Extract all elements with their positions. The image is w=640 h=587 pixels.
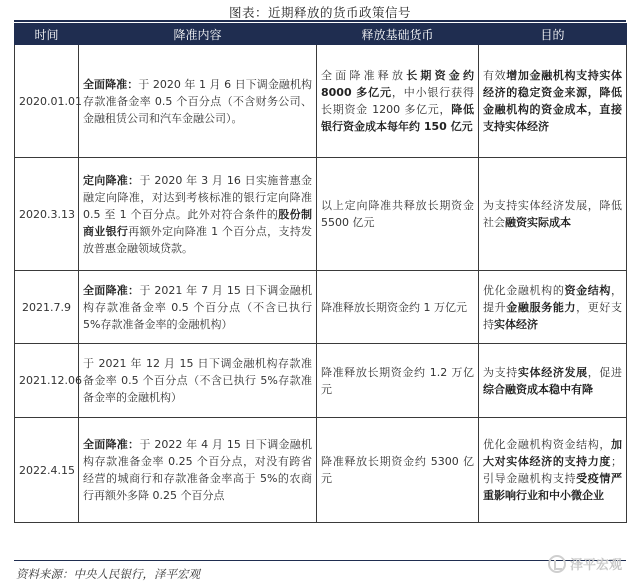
- table-row: [15, 271, 627, 344]
- cell-text: ，中小银行获得长期资金 1200 多亿元，: [321, 86, 475, 116]
- emphasis-text: 定向降准：: [83, 173, 140, 187]
- cell-text: 于 2022 年 4 月 15 日下调金融机构存款准备金率 0.25 个百分点，对没有跨省经营的城商行和存款准备金率高于 5%的农商行再额外多降 0.25 个百分点: [83, 438, 313, 502]
- header-row: [15, 24, 627, 45]
- emphasis-text: 融资实际成本: [505, 216, 571, 229]
- emphasis-text: 降低银行资金成本每年约 150 亿元: [321, 103, 474, 133]
- watermark-logo-icon: [548, 555, 566, 573]
- cell-content: [79, 158, 317, 271]
- emphasis-text: 全面降准：: [83, 283, 140, 297]
- cell-text: 于 2020 年 3 月 16 日实施普惠金融定向降准，对达到考核标准的银行定向降准 0.5 至 1 个百分点。此外对符合条件的: [83, 173, 313, 221]
- table-row: [15, 158, 627, 271]
- header-content: 降准内容: [79, 24, 317, 45]
- watermark-text: 泽平宏观: [569, 558, 622, 573]
- cell-time: 2022.4.15: [15, 418, 79, 523]
- cell-text: 以上定向降准共释放长期资金 5500 亿元: [321, 199, 474, 229]
- cell-purpose: [479, 344, 627, 418]
- cell-time: 2020.01.01: [15, 45, 79, 158]
- cell-supply: [317, 45, 479, 158]
- emphasis-text: 资金结构: [564, 283, 612, 297]
- cell-text: 优化金融机构的: [483, 283, 565, 297]
- emphasis-text: 全面降准：: [83, 438, 140, 451]
- emphasis-text: 实体经济发展: [517, 365, 588, 379]
- cell-text: 有效: [483, 69, 507, 82]
- emphasis-text: 受疫情严重影响行业和中小微企业: [483, 472, 623, 502]
- cell-text: 于 2020 年 1 月 6 日下调金融机构存款准备金率 0.5 个百分点（不含财务公司、金融租赁公司和汽车金融公司）。: [83, 77, 312, 125]
- figure-title: 图表：近期释放的货币政策信号: [228, 5, 411, 20]
- table-row: [15, 344, 627, 418]
- cell-supply: [317, 158, 479, 271]
- cell-text: 为支持: [483, 365, 518, 379]
- cell-time: 2021.7.9: [15, 271, 79, 344]
- title-rule: [14, 20, 626, 22]
- cell-supply: [317, 344, 479, 418]
- cell-purpose: [479, 271, 627, 344]
- table-row: [15, 45, 627, 158]
- cell-time: 2021.12.06: [15, 344, 79, 418]
- cell-content: [79, 418, 317, 523]
- cell-text: 于 2021 年 12 月 15 日下调金融机构存款准备金率 0.5 个百分点（不含已执行 5%存款准备金率的金融机构）: [83, 357, 312, 404]
- cell-purpose: [479, 158, 627, 271]
- emphasis-text: 加大对实体经济的支持力度: [483, 438, 622, 468]
- cell-content: [79, 344, 317, 418]
- cell-text: ，更好支持: [483, 300, 623, 331]
- cell-purpose: [479, 418, 627, 523]
- cell-text: 全面降准释放: [321, 69, 407, 82]
- emphasis-text: 实体经济: [494, 317, 538, 331]
- emphasis-text: 长期资金约 8000 多亿元: [321, 69, 475, 99]
- cell-time: 2020.3.13: [15, 158, 79, 271]
- cell-text: 降准释放长期资金约 1 万亿元: [321, 300, 467, 314]
- watermark: [548, 554, 622, 573]
- cell-text: 为支持实体经济发展，降低社会: [483, 199, 622, 229]
- emphasis-text: 全面降准：: [83, 77, 139, 91]
- source-note: 资料来源：中央人民银行，泽平宏观: [16, 567, 200, 581]
- emphasis-text: 股份制商业银行: [83, 207, 313, 238]
- header-time: 时间: [15, 24, 79, 45]
- emphasis-text: 增加金融机构支持实体经济的稳定资金来源，降低金融机构的资金成本，直接支持实体经济: [483, 69, 623, 133]
- header-supply: 释放基础货币: [317, 24, 479, 45]
- cell-text: ，提升: [483, 283, 623, 314]
- cell-text: 再额外定向降准 1 个百分点，支持发放普惠金融领域贷款。: [83, 224, 312, 255]
- cell-text: ，促进: [587, 365, 623, 379]
- cell-purpose: [479, 45, 627, 158]
- cell-text: 降准释放长期资金约 5300 亿元: [321, 455, 474, 485]
- table-row: [15, 418, 627, 523]
- source-rule: [14, 560, 626, 561]
- cell-text: ；引导金融机构支持: [483, 455, 622, 485]
- cell-text: 优化金融机构资金结构，: [483, 438, 611, 451]
- cell-content: [79, 45, 317, 158]
- cell-supply: [317, 418, 479, 523]
- policy-table: [14, 23, 627, 523]
- emphasis-text: 金融服务能力: [506, 300, 577, 314]
- cell-content: [79, 271, 317, 344]
- cell-text: 于 2021 年 7 月 15 日下调金融机构存款准备金率 0.5 个百分点（不含已执行 5%存款准备金率的金融机构）: [83, 283, 313, 331]
- emphasis-text: 综合融资成本稳中有降: [483, 382, 593, 396]
- header-purpose: 目的: [479, 24, 627, 45]
- cell-text: 降准释放长期资金约 1.2 万亿元: [321, 365, 474, 396]
- cell-supply: [317, 271, 479, 344]
